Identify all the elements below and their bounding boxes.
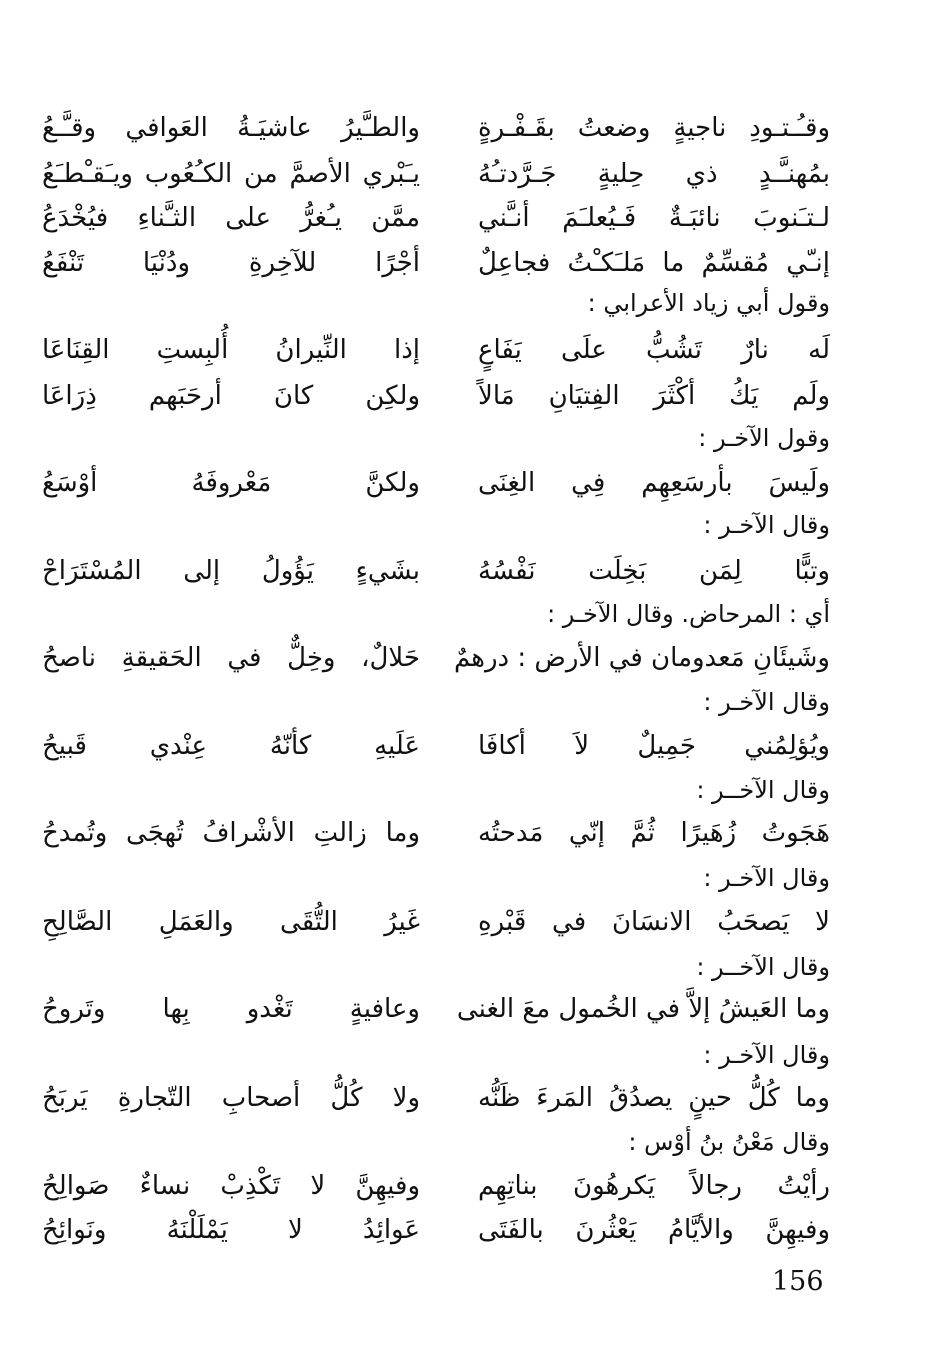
verse-line xyxy=(40,541,830,601)
verse-first-hemistich: وقـُـتـودِ ناجيةٍ وضعتُ بقَـفْـرةٍ xyxy=(478,113,830,143)
verse-second-hemistich: ولكنَّ مَعْروفَهُ أوْسَعُ xyxy=(42,468,420,498)
verse-line xyxy=(40,628,830,688)
page-number: 156 xyxy=(772,1266,824,1297)
verse-second-hemistich: حَلالٌ، وخِلٌّ في الحَقيقةِ ناصحُ xyxy=(42,643,420,673)
verse-intro: وقال الآخـر : xyxy=(703,864,830,892)
verse-first-hemistich: لا يَصحَبُ الانسَانَ في قَبْرهِ xyxy=(478,907,830,937)
verse-line xyxy=(40,979,830,1039)
verse-intro: وقول الآخـر : xyxy=(698,424,830,452)
verse-intro: وقال الآخــر : xyxy=(696,776,830,804)
verse-first-hemistich: ولَم يَكُ أكْثَرَ الفِتيَانِ مَالاً xyxy=(478,381,830,411)
verse-line xyxy=(40,453,830,513)
verse-first-hemistich: ولَيسَ بأرسَعِهِم فِي الغِنَى xyxy=(478,468,830,498)
verse-second-hemistich: وما زالتِ الأشْرافُ تُهجَى وتُمدحُ xyxy=(42,818,420,848)
verse-intro: أي : المرحاض. وقال الآخـر : xyxy=(547,600,830,628)
verse-first-hemistich: ويُؤلِمُني جَمِيلٌ لاَ أكافَا xyxy=(478,731,830,761)
verse-second-hemistich: إذا النِّيرانُ أُلبِستِ القِنَاعَا xyxy=(42,335,420,365)
verse-first-hemistich: وفيهِنَّ والأيَّامُ يَعْثُرنَ بالفَتَى xyxy=(478,1215,830,1245)
verse-second-hemistich: ممَّن يـُغرُّ على الثـَّناءِ فيُخْدَعُ xyxy=(42,203,420,233)
verse-line xyxy=(40,892,830,952)
verse-line xyxy=(40,1068,830,1128)
verse-first-hemistich: وما العَيشُ إلاَّ في الخُمول معَ الغنى xyxy=(456,994,830,1024)
verse-intro: وقال الآخـر : xyxy=(703,511,830,539)
verse-first-hemistich: بمُهنـَّـدٍ ذي حِليةٍ جَـرَّدتـُهُ xyxy=(478,159,830,189)
verse-second-hemistich: أجْرًا للآخِرةِ ودُنْيَا تَنْفَعُ xyxy=(42,248,420,278)
verse-intro: وقال الآخـر : xyxy=(703,1041,830,1069)
verse-intro: وقال الآخــر : xyxy=(696,953,830,981)
verse-line xyxy=(40,716,830,776)
verse-first-hemistich: وما كُلُّ حينٍ يصدُقُ المَرءَ ظَنُّه xyxy=(478,1083,830,1113)
verse-first-hemistich: وتبًّا لِمَن بَخِلَت نَفْسُهُ xyxy=(478,556,830,586)
verse-second-hemistich: وعافيةٍ تَغْدو بِها وتَروحُ xyxy=(42,994,420,1024)
verse-first-hemistich: لـتـَنوبَ نائبَـةٌ فَـيُعلـَمَ أنـَّني xyxy=(478,203,830,233)
verse-second-hemistich: والطـَّيرُ عاشيَـةُ العَوافي وقـَّـعُ xyxy=(42,113,420,143)
verse-second-hemistich: يـَبْري الأصمَّ من الكـُعُوب ويـَقـْطـَعُ xyxy=(42,159,420,189)
verse-intro: وقال الآخـر : xyxy=(703,688,830,716)
verse-second-hemistich: وفيهِنَّ لا تَكْذِبْ نساءٌ صَوالِحُ xyxy=(42,1171,420,1201)
verse-second-hemistich: غَيرُ التُّقَى والعَمَلِ الصَّالِحِ xyxy=(42,907,420,937)
verse-second-hemistich: ولا كُلُّ أصحابِ التّجارةِ يَربَحُ xyxy=(42,1083,420,1113)
verse-intro: وقول أبي زياد الأعرابي : xyxy=(587,289,830,317)
verse-second-hemistich: ولكِن كانَ أرحَبَهم ذِرَاعَا xyxy=(42,381,420,411)
verse-line xyxy=(40,1200,830,1260)
verse-line xyxy=(40,803,830,863)
verse-intro: وقال مَعْنُ بنُ أوْس : xyxy=(628,1128,830,1156)
verse-first-hemistich: إنـّي مُقسِّمٌ ما مَلـَكـْتُ فجاعِلٌ xyxy=(478,248,830,278)
verse-second-hemistich: بشَيءٍ يَؤُولُ إلى المُسْتَرَاحْ xyxy=(42,556,420,586)
verse-first-hemistich: هَجَوتُ زُهَيرًا ثُمَّ إنّي مَدحتُه xyxy=(478,818,830,848)
verse-first-hemistich: وشَيئَانِ مَعدومان في الأرض : درهمٌ xyxy=(453,643,830,673)
verse-second-hemistich: عَوائِدُ لا يَمْلَلْنَهُ ونَوائِحُ xyxy=(42,1215,420,1245)
verse-second-hemistich: عَلَيهِ كأنّهُ عِنْدي قَبيحُ xyxy=(42,731,420,761)
verse-line xyxy=(40,366,830,426)
verse-first-hemistich: لَه نارٌ تَشُبُّ علَى يَفَاعٍ xyxy=(478,335,830,365)
verse-first-hemistich: رأيْتُ رجالاً يَكرهُونَ بناتِهِم xyxy=(478,1171,830,1201)
